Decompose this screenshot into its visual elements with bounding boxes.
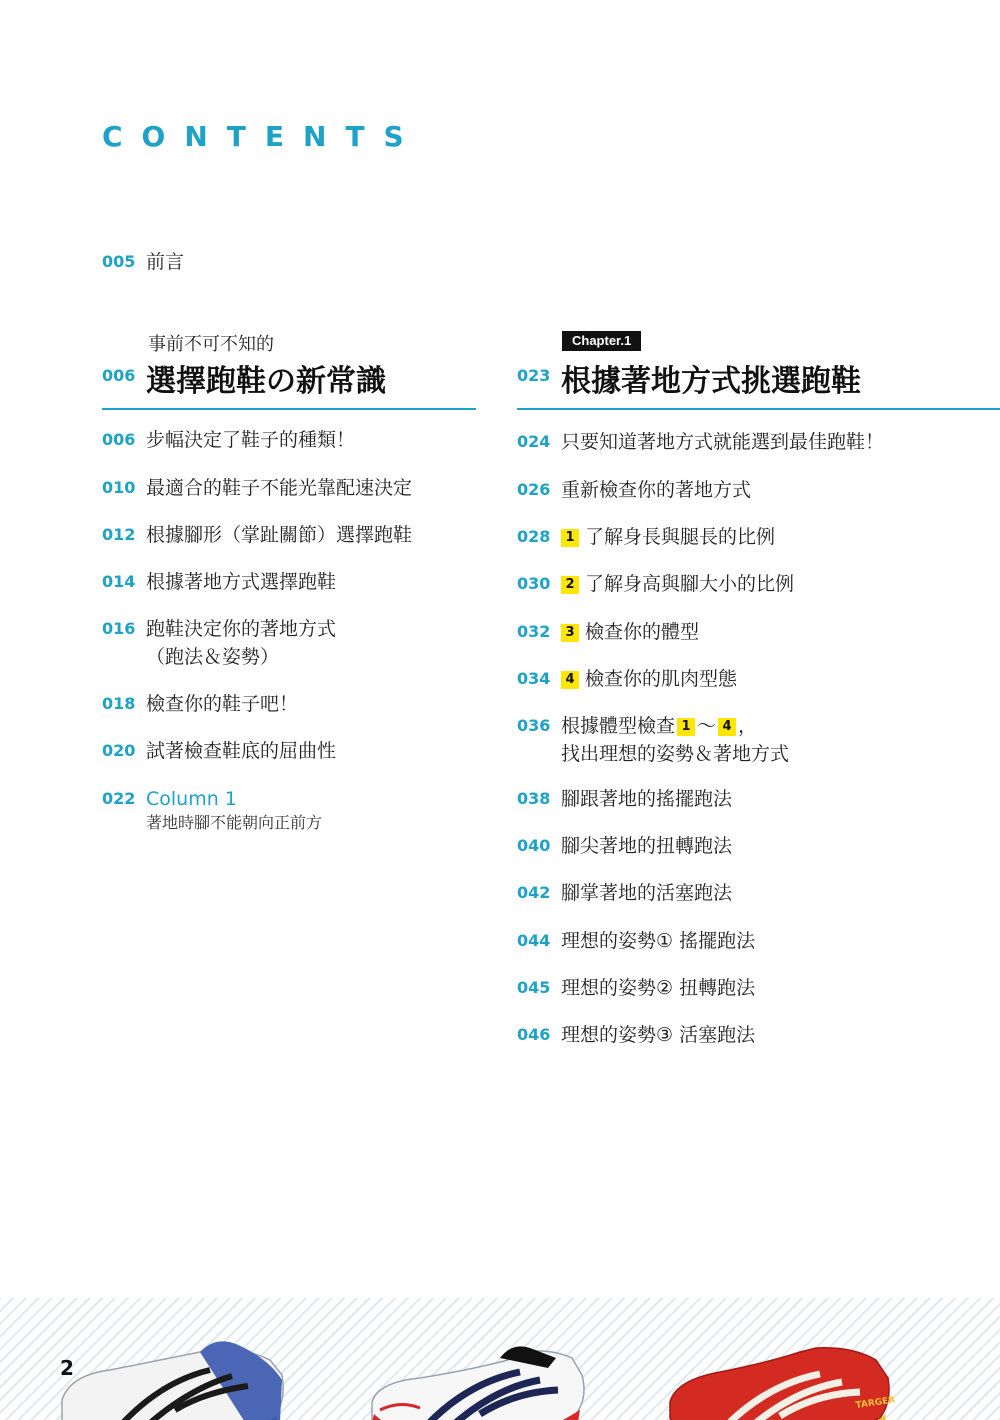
entry-label: 跑鞋決定你的著地方式 （跑法＆姿勢） [146,618,337,668]
page-number-label: 042 [517,883,551,902]
toc-entry[interactable] [517,927,755,955]
page-number-label: 023 [517,366,551,385]
comma-label: ， [738,715,758,737]
entry-label: 檢查你的體型 [585,621,700,643]
entry-label: 理想的姿勢③ 活塞跑法 [561,1024,756,1046]
page-number-label: 012 [102,525,136,544]
page-number-label: 044 [517,931,551,950]
entry-label: 理想的姿勢① 搖擺跑法 [561,930,756,952]
page-number-label: 046 [517,1025,551,1044]
toc-entry[interactable] [102,426,355,454]
shoe-image-white-blue [62,1341,283,1420]
section-divider [517,408,1000,410]
chapter-badge: Chapter.1 [562,331,641,351]
toc-entry[interactable] [102,615,336,671]
toc-entry[interactable] [517,523,775,551]
shoe-brand-text: TARGER [855,1395,896,1411]
entry-label: 理想的姿勢② 扭轉跑法 [561,977,756,999]
page-number-label: 010 [102,478,136,497]
toc-entry-column[interactable] [102,785,322,833]
entry-label: 試著檢查鞋底的屈曲性 [146,740,337,762]
entry-label-line2: 找出理想的姿勢＆著地方式 [561,743,790,765]
toc-entry[interactable] [102,568,336,596]
entry-label: 了解身長與腿長的比例 [585,526,776,548]
toc-entry[interactable] [517,785,732,813]
entry-label: 重新檢查你的著地方式 [561,479,752,501]
page-number-label: 016 [102,619,136,638]
step-badge: 2 [561,576,579,594]
toc-entry[interactable] [517,570,794,598]
page-number-label: 026 [517,480,551,499]
entry-label: 腳跟著地的搖擺跑法 [561,788,733,810]
page-title: CONTENTS [102,120,423,153]
toc-entry[interactable] [102,521,412,549]
toc-entry[interactable] [517,879,732,907]
page-number-label: 036 [517,716,551,735]
step-badge: 1 [561,529,579,547]
toc-entry[interactable] [102,690,298,718]
page-number-label: 024 [517,432,551,451]
shoe-image-white-red [372,1346,584,1420]
column-subtitle: 著地時腳不能朝向正前方 [146,813,323,832]
section-title: 選擇跑鞋の新常識 [146,364,386,399]
column-label: Column 1 [146,788,237,810]
page-number-label: 028 [517,527,551,546]
section-divider [102,408,476,410]
entry-label: 前言 [146,251,185,273]
entry-label: 根據著地方式選擇跑鞋 [146,571,337,593]
toc-entry[interactable] [102,737,336,765]
shoe-images [0,1190,1000,1420]
entry-label: 最適合的鞋子不能光靠配速決定 [146,477,413,499]
toc-entry[interactable] [102,474,412,502]
toc-entry-preface[interactable] [102,248,184,276]
page-number-label: 006 [102,430,136,449]
step-badge: 3 [561,624,579,642]
page-number-label: 034 [517,669,551,688]
page-number-label: 040 [517,836,551,855]
entry-label: 檢查你的鞋子吧！ [146,693,299,715]
toc-entry[interactable] [517,832,732,860]
page-number-label: 022 [102,789,136,808]
page-number-label: 032 [517,622,551,641]
entry-label: 只要知道著地方式就能選到最佳跑鞋！ [561,431,885,453]
toc-entry[interactable] [517,665,737,693]
page-number: 2 [60,1356,74,1380]
step-badge: 4 [561,671,579,689]
step-badge: 1 [677,718,695,736]
toc-entry[interactable] [517,712,789,768]
page-number-label: 020 [102,741,136,760]
page-number-label: 006 [102,366,136,385]
entry-label: 腳掌著地的活塞跑法 [561,882,733,904]
page-number-label: 014 [102,572,136,591]
page-number-label: 030 [517,574,551,593]
entry-label: 腳尖著地的扭轉跑法 [561,835,733,857]
entry-label: 根據體型檢查 [561,715,676,737]
section-subtitle: 事前不可不知的 [148,334,274,355]
entry-label: 步幅決定了鞋子的種類！ [146,429,356,451]
tilde-label: ～ [697,715,717,737]
section-title: 根據著地方式挑選跑鞋 [561,364,861,399]
entry-label: 根據腳形（掌趾關節）選擇跑鞋 [146,524,413,546]
page-number-label: 005 [102,252,136,271]
page-number-label: 045 [517,978,551,997]
shoe-image-red [670,1348,896,1420]
toc-entry[interactable] [517,428,884,456]
toc-entry[interactable] [517,1021,755,1049]
toc-entry[interactable] [517,476,751,504]
entry-label: 了解身高與腳大小的比例 [585,573,795,595]
toc-entry[interactable] [517,618,699,646]
page-number-label: 018 [102,694,136,713]
toc-entry[interactable] [517,974,755,1002]
page-number-label: 038 [517,789,551,808]
step-badge: 4 [718,718,736,736]
entry-label: 檢查你的肌肉型態 [585,668,738,690]
